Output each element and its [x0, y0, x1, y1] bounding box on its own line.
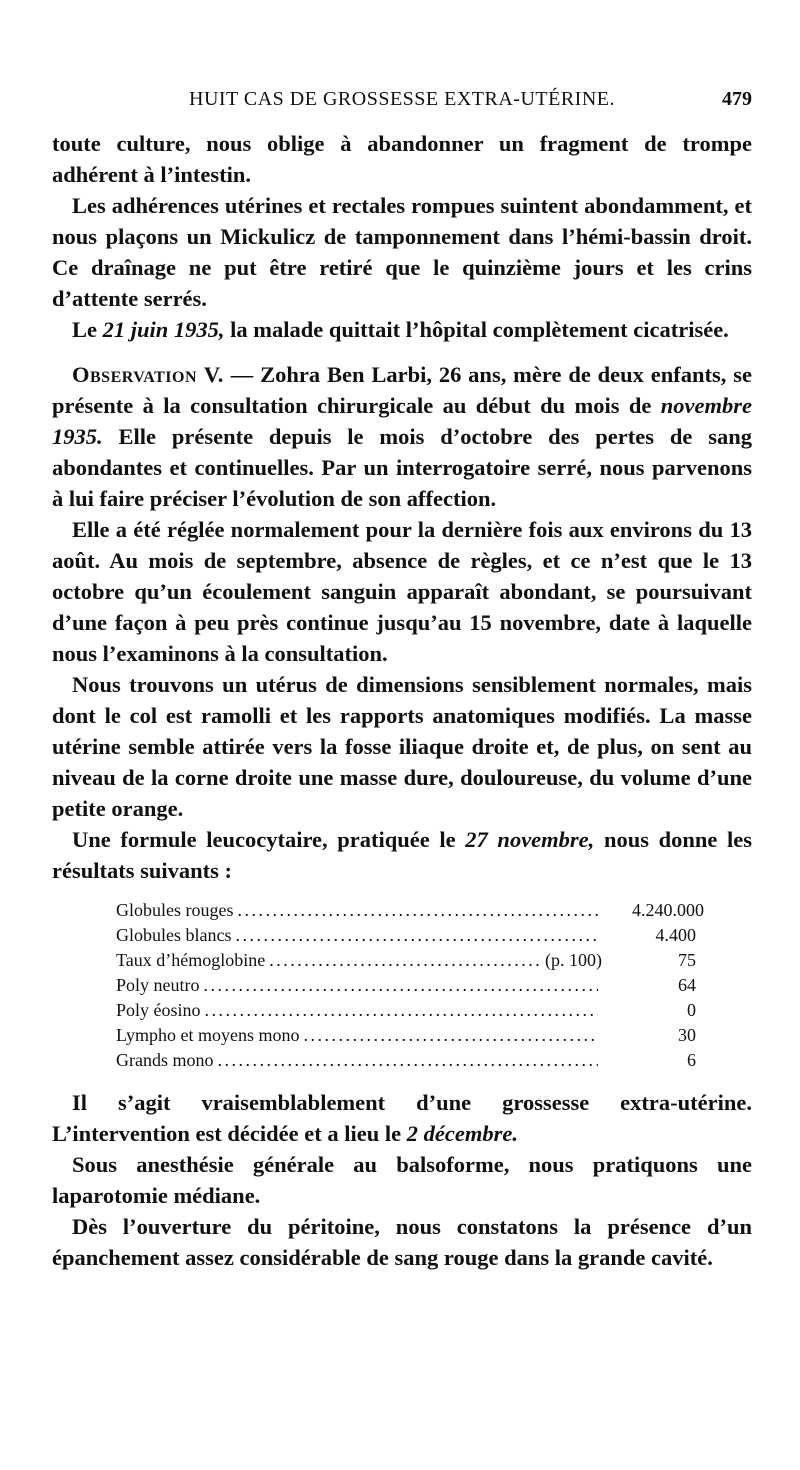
- table-row: [116, 1048, 696, 1073]
- paragraph-observation-v: [52, 359, 752, 514]
- date-italic: 21 juin 1935,: [102, 317, 225, 342]
- paragraph-text: Sous anesthésie générale au balsoforme, nous pratiquons une laparotomie médiane.: [52, 1152, 752, 1208]
- paragraph-text: Nous trouvons un utérus de dimensions sensiblement normales, mais dont le col est ramolli et les rapports anatomiques modifiés. La masse utérine semble attirée vers la fosse iliaque droite et, de plus, on sent au niveau de la corne droite une masse dure, douloureuse, du volume d’une petite orange.: [52, 672, 752, 821]
- paragraph-text: la malade quittait l’hôpital complètement cicatrisée.: [230, 317, 729, 342]
- paragraph-history: [52, 514, 752, 669]
- paragraph-text: Une formule leucocytaire, pratiquée le: [72, 827, 456, 852]
- row-value: 64: [678, 975, 696, 995]
- paragraph-anesthesia: [52, 1149, 752, 1211]
- dot-leader: [204, 973, 599, 998]
- observation-heading: Observation V.: [72, 362, 224, 387]
- row-value: 75: [678, 950, 696, 970]
- paragraph-peritoneum: [52, 1211, 752, 1273]
- row-value: 4.400: [655, 925, 696, 945]
- table-row: [116, 973, 696, 998]
- running-title: HUIT CAS DE GROSSESSE EXTRA-UTÉRINE.: [189, 88, 615, 110]
- paragraph-text: toute culture, nous oblige à abandonner un fragment de trompe adhérent à l’intestin.: [52, 131, 752, 187]
- paragraph-adhesions: [52, 190, 752, 314]
- dot-leader: [218, 1048, 599, 1073]
- paragraph-continuation: [52, 128, 752, 190]
- paragraph-diagnosis: [52, 1087, 752, 1149]
- row-label: Taux d’hémoglobine: [116, 950, 266, 970]
- blood-results-table: [52, 898, 704, 1073]
- table-row: [116, 898, 704, 923]
- paragraph-text: Elle présente depuis le mois d’octobre des pertes de sang abondantes et continuelles. Par un interrogatoire serré, nous parvenons à lui faire préciser l’évolution de son affection.: [52, 424, 752, 511]
- table-row: [116, 1023, 696, 1048]
- row-value: 6: [687, 1050, 696, 1070]
- date-italic: 2 décembre.: [406, 1121, 518, 1146]
- paragraph-text: Elle a été réglée normalement pour la dernière fois aux environs du 13 août. Au mois de septembre, absence de règles, et ce n’est que le 13 octobre qu’un écoulement sanguin apparaît abondant, se poursuivant d’une façon à peu près continue jusqu’au 15 novembre, date à laquelle nous l’examinons à la consultation.: [52, 517, 752, 666]
- paragraph-text: Dès l’ouverture du péritoine, nous constatons la présence d’un épanchement assez considérable de sang rouge dans la grande cavité.: [52, 1214, 752, 1270]
- dot-leader: [269, 948, 541, 973]
- dot-leader: [235, 923, 598, 948]
- paragraph-examination: [52, 669, 752, 824]
- row-label: Lympho et moyens mono: [116, 1025, 300, 1045]
- row-value: 30: [678, 1025, 696, 1045]
- row-label: Poly éosino: [116, 1000, 201, 1020]
- dot-leader: [237, 898, 598, 923]
- paragraph-text: Le: [72, 317, 97, 342]
- body-text: [52, 128, 752, 1273]
- paragraph-discharge: [52, 314, 752, 345]
- page-number: 479: [722, 88, 752, 110]
- paragraph-text: nous donne les résultats suivants :: [52, 827, 753, 883]
- row-label: Globules blancs: [116, 925, 232, 945]
- row-label: Grands mono: [116, 1050, 214, 1070]
- row-label: Globules rouges: [116, 900, 234, 920]
- dot-leader: [205, 998, 598, 1023]
- row-unit: (p. 100): [545, 950, 602, 970]
- date-italic: novembre 1935.: [52, 393, 752, 449]
- table-row: [116, 923, 696, 948]
- date-italic: 27 novembre,: [465, 827, 595, 852]
- paragraph-leucocyte: [52, 824, 752, 886]
- paragraph-text: Les adhérences utérines et rectales rompues suintent abondamment, et nous plaçons un Mickulicz de tamponnement dans l’hémi-bassin droit. Ce draînage ne put être retiré que le quinzième jours et les crins d’attente serrés.: [52, 193, 752, 311]
- row-label: Poly neutro: [116, 975, 200, 995]
- row-value: 4.240.000: [632, 900, 704, 920]
- paragraph-text: Il s’agit vraisemblablement d’une grossesse extra-utérine. L’intervention est décidée et a lieu le: [52, 1090, 752, 1146]
- table-row: [116, 998, 696, 1023]
- dot-leader: [304, 1023, 599, 1048]
- table-row: [116, 948, 696, 973]
- paragraph-text: — Zohra Ben Larbi, 26 ans, mère de deux enfants, se présente à la consultation chirurgicale au début du mois de: [52, 362, 753, 418]
- page-header: [52, 84, 752, 118]
- row-value: 0: [687, 1000, 696, 1020]
